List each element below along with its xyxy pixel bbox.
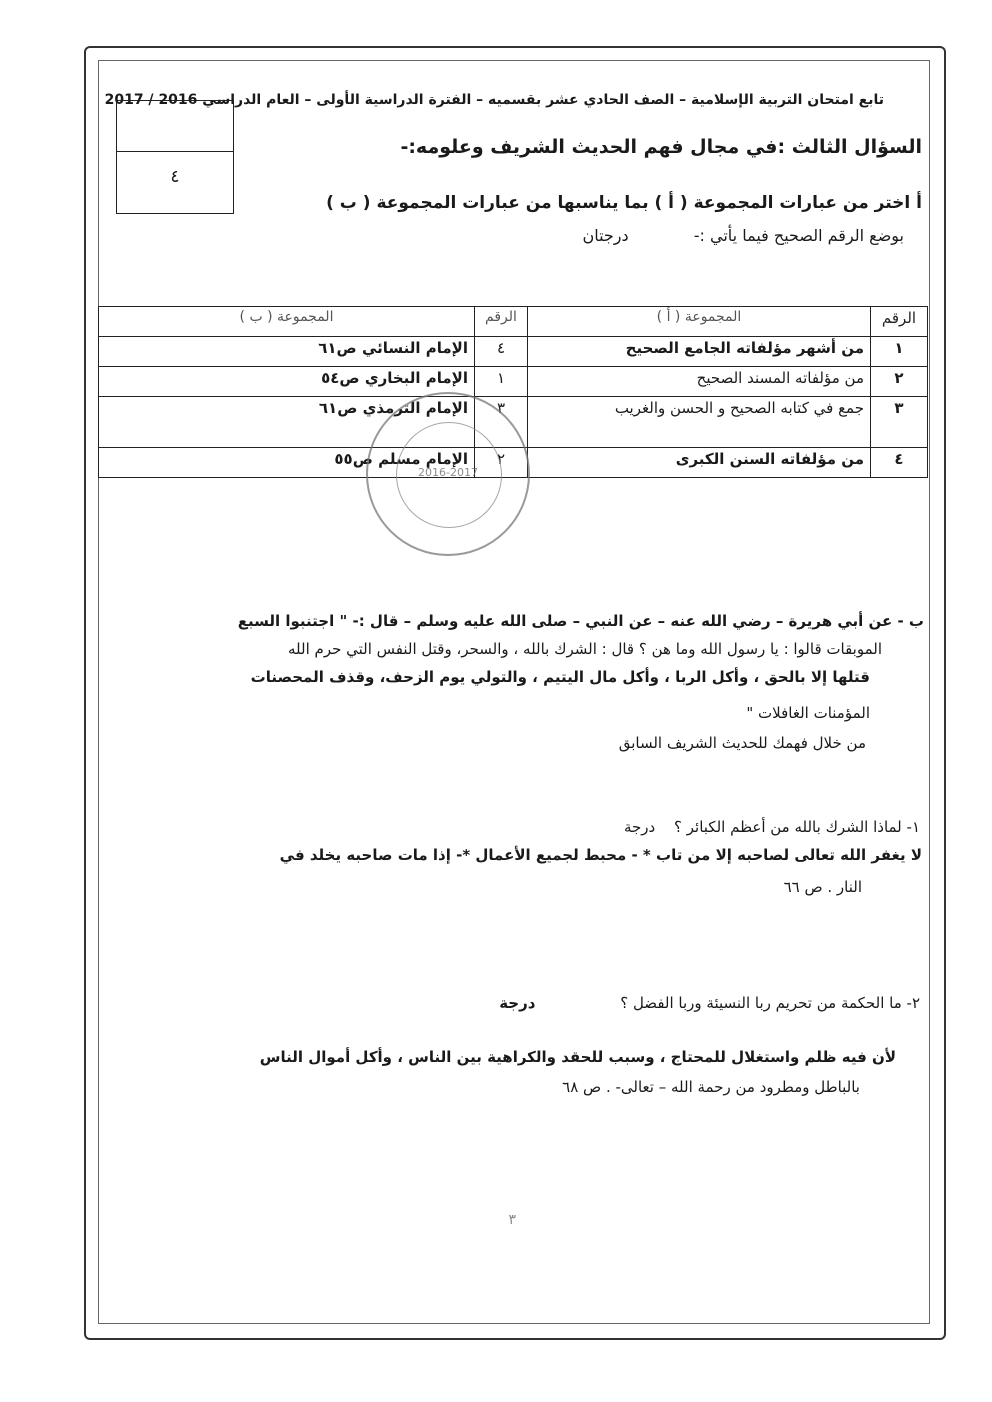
row-group-a: من مؤلفاته المسند الصحيح — [528, 367, 871, 397]
header-group-a: المجموعة ( أ ) — [528, 307, 871, 337]
grade-box-divider — [117, 151, 233, 152]
row-num: ١ — [871, 337, 928, 367]
table-header-row — [99, 307, 928, 337]
question-1-answer-1: لا يغفر الله تعالى لصاحبه إلا من تاب * - محبط لجميع الأعمال *- إذا مات صاحبه يخلد في — [279, 846, 922, 864]
question-2-points: درجة — [499, 994, 536, 1012]
row-group-a: من مؤلفاته السنن الكبرى — [528, 448, 871, 478]
grade-box-value: ٤ — [170, 167, 180, 187]
row-num: ٤ — [871, 448, 928, 478]
part-a-instruction-2 — [582, 226, 904, 245]
grade-box — [116, 100, 234, 214]
part-a-points: درجتان — [582, 226, 629, 245]
question-2 — [499, 994, 920, 1012]
question-2-answer-2: بالباطل ومطرود من رحمة الله – تعالى- . ص ٦٨ — [562, 1078, 860, 1096]
row-group-b: الإمام الترمذي ص٦١ — [99, 397, 475, 448]
exam-header: تابع امتحان التربية الإسلامية – الصف الحادي عشر بقسميه – الفترة الدراسية الأولى – العام الدراسي 2016 / 2017 — [104, 92, 884, 108]
part-b-line-3: قتلها إلا بالحق ، وأكل الربا ، وأكل مال اليتيم ، والتولي يوم الزحف، وقذف المحصنات — [250, 668, 870, 686]
official-stamp — [366, 392, 530, 556]
question-1 — [624, 818, 920, 836]
row-group-b: الإمام مسلم ص٥٥ — [99, 448, 475, 478]
page-inner-border — [98, 60, 930, 1324]
header-answer-num: الرقم — [475, 307, 528, 337]
question-1-answer-2: النار . ص ٦٦ — [783, 878, 862, 896]
row-group-a: من أشهر مؤلفاته الجامع الصحيح — [528, 337, 871, 367]
header-num: الرقم — [871, 307, 928, 337]
row-answer: ٤ — [475, 337, 528, 367]
question-2-answer-1: لأن فيه ظلم واستغلال للمحتاج ، وسبب للحقد والكراهية بين الناس ، وأكل أموال الناس — [259, 1048, 896, 1066]
question-title: السؤال الثالث :في مجال فهم الحديث الشريف وعلومه:- — [400, 136, 922, 158]
part-b-line-2: الموبقات قالوا : يا رسول الله وما هن ؟ قال : الشرك بالله ، والسحر، وقتل النفس التي حرم الله — [288, 640, 882, 658]
table-row — [99, 367, 928, 397]
part-b-line-1: ب - عن أبي هريرة – رضي الله عنه – عن النبي – صلى الله عليه وسلم – قال :- " اجتنبوا السبع — [237, 612, 924, 630]
question-2-text: ٢- ما الحكمة من تحريم ربا النسيئة وربا الفضل ؟ — [620, 994, 920, 1012]
row-group-b: الإمام البخاري ص٥٤ — [99, 367, 475, 397]
row-answer: ١ — [475, 367, 528, 397]
page-number: ٣ — [508, 1212, 516, 1228]
row-answer: ٢ — [475, 448, 528, 478]
row-answer: ٣ — [475, 397, 528, 448]
part-a-instruction-1: أ اختر من عبارات المجموعة ( أ ) بما يناسبها من عبارات المجموعة ( ب ) — [326, 193, 922, 213]
row-num: ٣ — [871, 397, 928, 448]
table-row — [99, 337, 928, 367]
row-group-a: جمع في كتابه الصحيح و الحسن والغريب — [528, 397, 871, 448]
part-a-instruction-2-text: بوضع الرقم الصحيح فيما يأتي :- — [693, 226, 904, 245]
header-group-b: المجموعة ( ب ) — [99, 307, 475, 337]
question-1-text: ١- لماذا الشرك بالله من أعظم الكبائر ؟ — [674, 818, 920, 836]
row-num: ٢ — [871, 367, 928, 397]
part-b-line-4: المؤمنات الغافلات " — [746, 704, 870, 722]
part-b-line-5: من خلال فهمك للحديث الشريف السابق — [618, 734, 866, 752]
question-1-points: درجة — [623, 818, 656, 836]
stamp-year: 2016-2017 — [418, 466, 478, 479]
row-group-b: الإمام النسائي ص٦١ — [99, 337, 475, 367]
